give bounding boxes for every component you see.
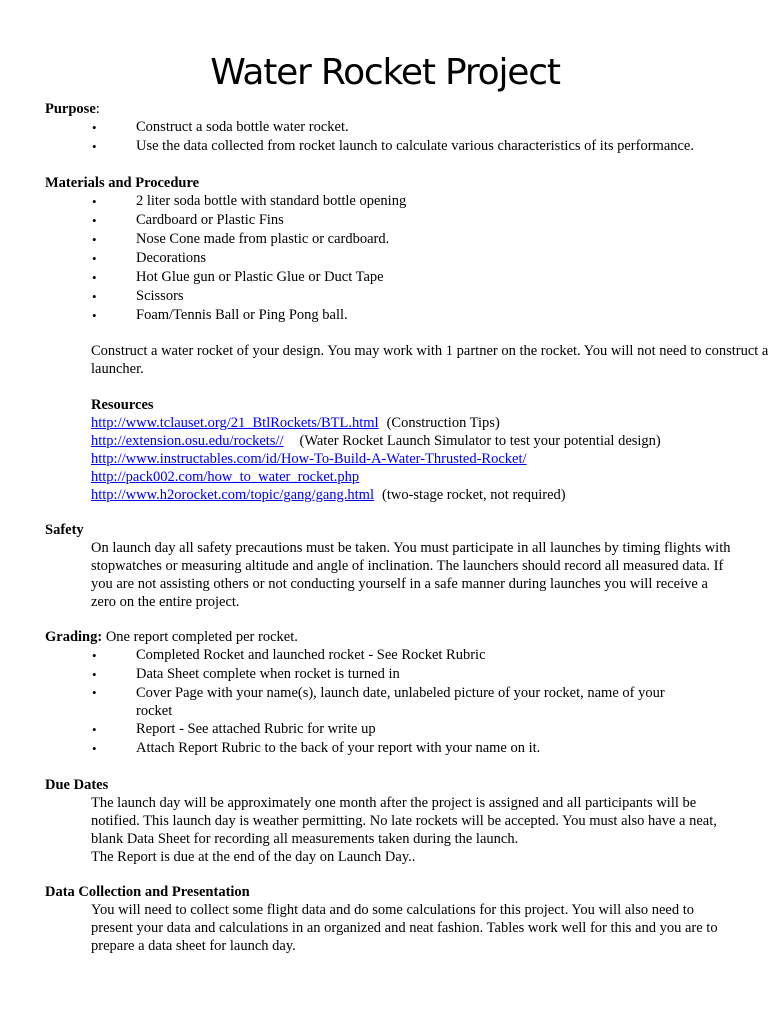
safety-section — [45, 521, 735, 611]
resource-link[interactable]: http://pack002.com/how_to_water_rocket.php — [91, 469, 360, 485]
materials-list — [45, 192, 735, 325]
purpose-colon: : — [95, 101, 100, 117]
grading-heading-line — [45, 628, 735, 646]
resources-heading: Resources — [91, 397, 154, 413]
resource-line — [91, 450, 770, 468]
due-dates-heading: Due Dates — [45, 777, 109, 793]
resource-link[interactable]: http://www.h2orocket.com/topic/gang/gang.html — [91, 487, 374, 503]
list-item: • Scissors — [45, 287, 735, 306]
list-item: • Hot Glue gun or Plastic Glue or Duct Tape — [45, 268, 735, 287]
data-collection-section — [45, 883, 735, 955]
grading-section — [45, 628, 735, 758]
purpose-heading: Purpose — [45, 101, 96, 117]
list-item: • Attach Report Rubric to the back of your report with your name on it. — [45, 739, 735, 758]
grading-list — [45, 646, 735, 758]
resource-line — [91, 486, 770, 504]
list-item: • Completed Rocket and launched rocket - See Rocket Rubric — [45, 646, 735, 665]
resource-note: (two-stage rocket, not required) — [381, 487, 566, 503]
data-collection-heading: Data Collection and Presentation — [45, 884, 250, 900]
resource-line — [91, 432, 770, 450]
purpose-list — [45, 118, 735, 156]
list-item: • Construct a soda bottle water rocket. — [45, 118, 735, 137]
resource-note: (Water Rocket Launch Simulator to test your potential design) — [299, 433, 661, 449]
list-item: • Decorations — [45, 249, 735, 268]
materials-section — [45, 174, 735, 325]
due-dates-text: The launch day will be approximately one month after the project is assigned and all participants will be notified. This launch day is weather permitting. No late rockets will be accepted. You must also have a neat, blank Data Sheet for recording all measurements taken during the launch. — [91, 795, 717, 847]
list-item: • Data Sheet complete when rocket is turned in — [45, 665, 735, 684]
grading-heading: Grading: — [45, 629, 103, 645]
resources-section — [45, 396, 770, 504]
purpose-section — [45, 100, 735, 156]
data-collection-text: You will need to collect some flight data and do some calculations for this project. You will also need to present your data and calculations in an organized and neat fashion. Tables work well for this and you are to prepare a data sheet for launch day. — [91, 902, 718, 954]
resource-line — [91, 468, 770, 486]
grading-intro: One report completed per rocket. — [102, 629, 298, 645]
list-item: • Nose Cone made from plastic or cardboard. — [45, 230, 735, 249]
resource-note: (Construction Tips) — [386, 415, 500, 431]
list-item: • Use the data collected from rocket launch to calculate various characteristics of its performance. — [45, 137, 735, 156]
safety-heading: Safety — [45, 522, 84, 538]
list-item: • Foam/Tennis Ball or Ping Pong ball. — [45, 306, 735, 325]
materials-paragraph: Construct a water rocket of your design. You may work with 1 partner on the rocket. You will not need to construct a launcher. — [91, 343, 769, 377]
list-item: • Report - See attached Rubric for write up — [45, 720, 735, 739]
materials-heading: Materials and Procedure — [45, 175, 200, 191]
resource-line — [91, 414, 770, 432]
resource-link[interactable]: http://extension.osu.edu/rockets// — [91, 433, 284, 449]
list-item: • Cover Page with your name(s), launch date, unlabeled picture of your rocket, name of your rocket — [45, 684, 735, 720]
resource-link[interactable]: http://www.instructables.com/id/How-To-Build-A-Water-Thrusted-Rocket/ — [91, 451, 527, 467]
safety-text: On launch day all safety precautions must be taken. You must participate in all launches by timing flights with stopwatches or measuring altitude and angle of inclination. The launchers should record all measured data. If you are not assisting others or not conducting yourself in a safe manner during launches you will receive a zero on the entire project. — [91, 540, 731, 610]
list-item: • Cardboard or Plastic Fins — [45, 211, 735, 230]
page-title: Water Rocket Project — [210, 52, 560, 93]
resource-link[interactable]: http://www.tclauset.org/21_BtlRockets/BTL.html — [91, 415, 379, 431]
purpose-heading-line — [45, 100, 735, 118]
due-dates-section — [45, 776, 735, 866]
due-dates-text-2: The Report is due at the end of the day on Launch Day.. — [91, 849, 416, 865]
list-item: • 2 liter soda bottle with standard bottle opening — [45, 192, 735, 211]
